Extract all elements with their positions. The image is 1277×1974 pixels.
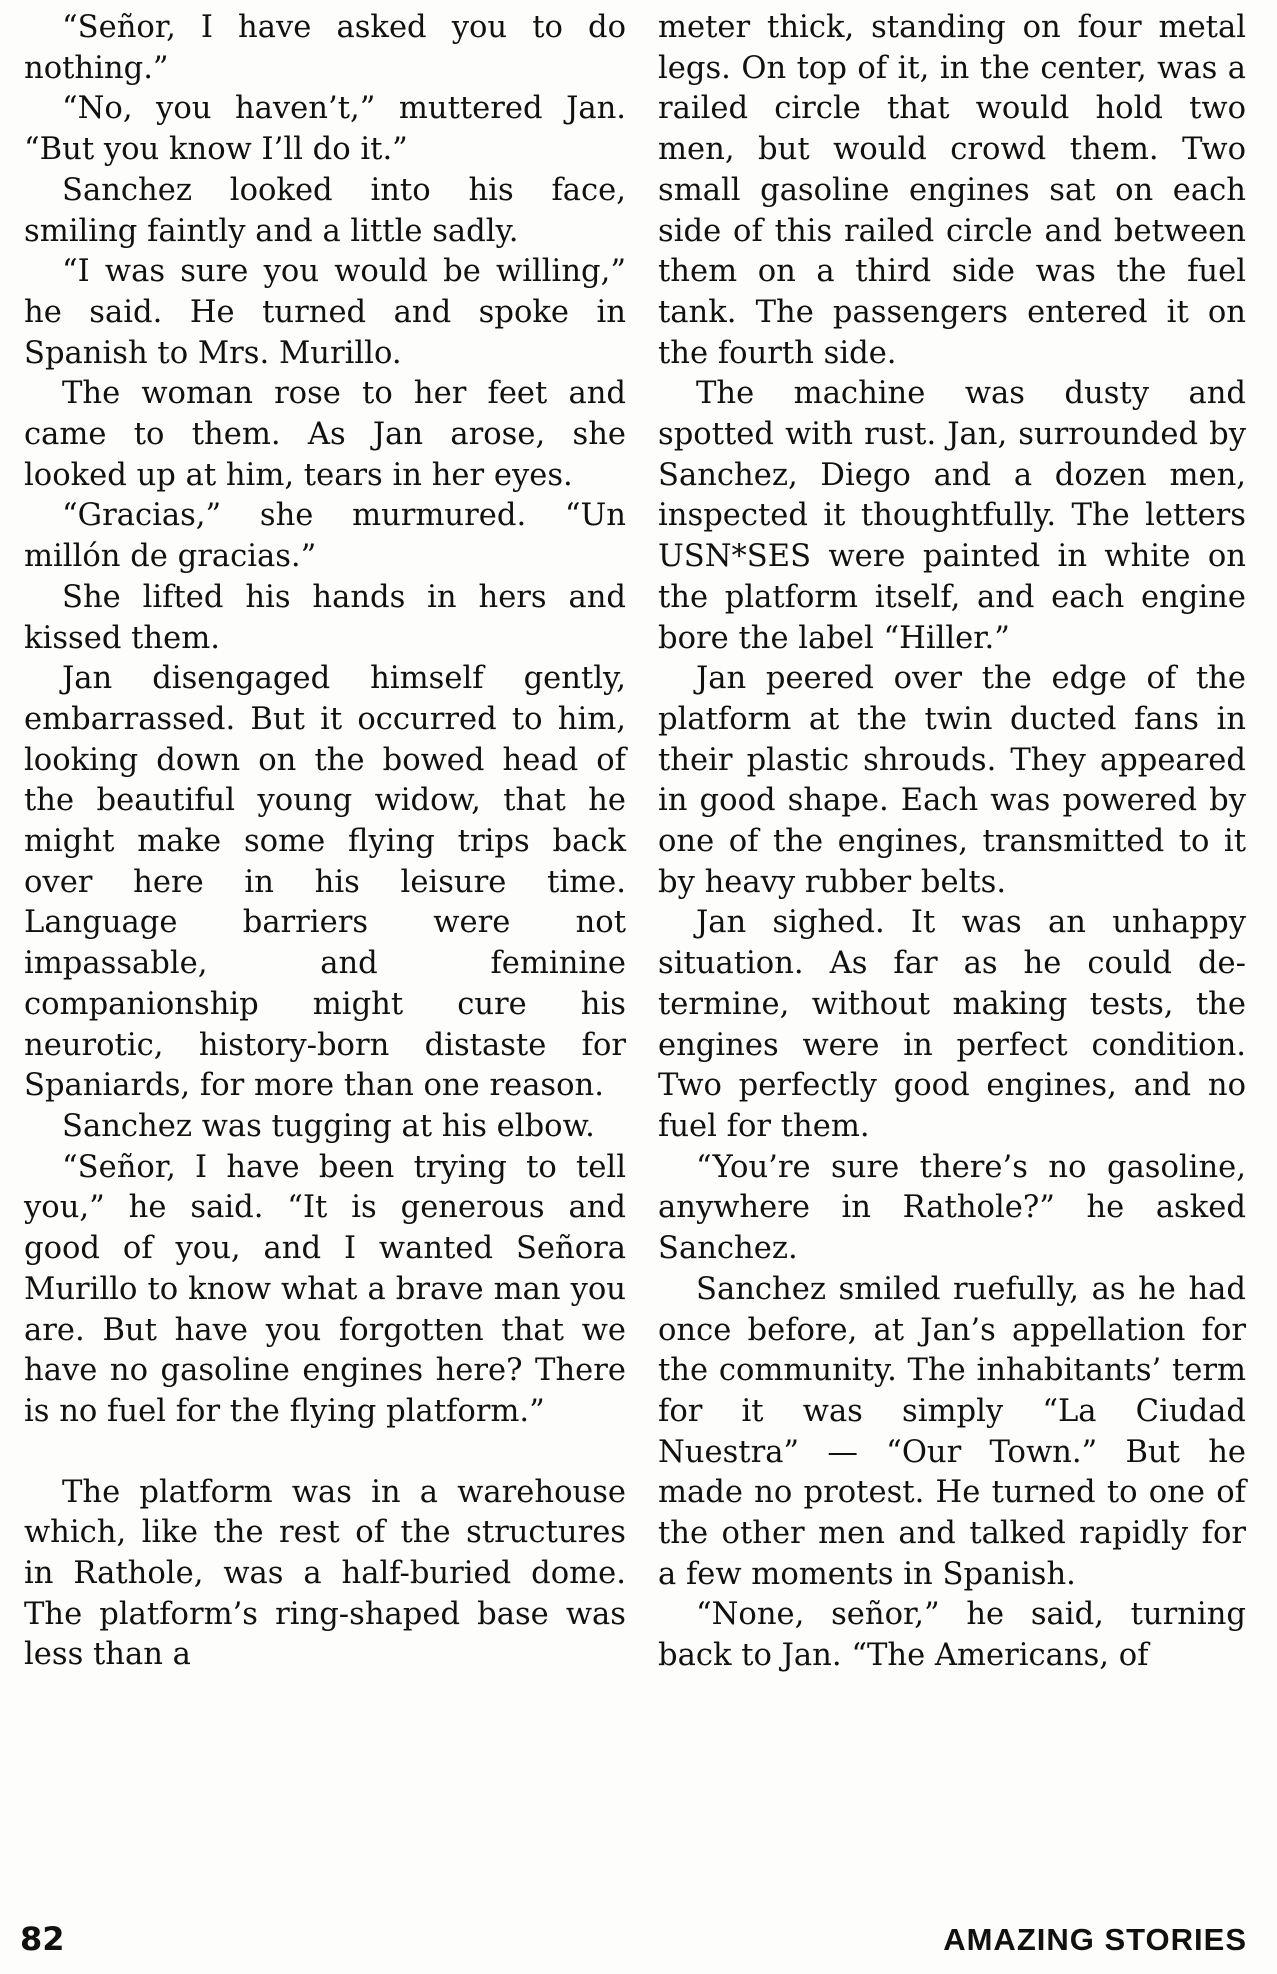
paragraph: “Señor, I have asked you to do nothing.” xyxy=(24,10,626,86)
paragraph: “No, you haven’t,” muttered Jan. “But you know I’ll do it.” xyxy=(24,91,626,168)
paragraph: Jan disengaged himself gently, embarrassed. But it occurred to him, looking down on the bowed head of the beautiful young widow, that he might make some flying trips back over here in his leisure time. Language barriers were not impassable, and feminine companionship might cure his neurotic, history-born distaste for Spaniards, for more than one reason. xyxy=(24,661,626,1104)
right-text-column xyxy=(658,8,1246,1677)
paragraph: meter thick, standing on four metal legs. On top of it, in the center, was a railed circle that would hold two men, but would crowd them. Two small gasoline engines sat on each side of this railed circle and between them on a third side was the fuel tank. The passengers entered it on the fourth side. xyxy=(658,10,1246,371)
paragraph: Jan sighed. It was an unhappy situation. As far as he could determine, without making tests, the engines were in perfect condition. Two perfectly good engines, and no fuel for them. xyxy=(658,905,1246,1144)
paragraph: The platform was in a warehouse which, like the rest of the structures in Rathole, was a half-buried dome. The platform’s ring-shaped base was less than a xyxy=(24,1474,626,1673)
page-number: 82 xyxy=(20,1920,65,1958)
paragraph: “Señor, I have been trying to tell you,” he said. “It is generous and good of you, and I wanted Señora Murillo to know what a brave man you are. But have you forgotten that we have no gasoline engines here? There is no fuel for the flying platform.” xyxy=(24,1149,626,1429)
paragraph: The woman rose to her feet and came to them. As Jan arose, she looked up at him, tears in her eyes. xyxy=(24,376,626,493)
paragraph: The machine was dusty and spotted with rust. Jan, surrounded by Sanchez, Diego and a dozen men, inspected it thoughtfully. The letters USN*SES were painted in white on the platform itself, and each engine bore the label “Hiller.” xyxy=(658,376,1246,656)
paragraph: Sanchez looked into his face, smiling faintly and a little sadly. xyxy=(24,172,626,249)
paragraph: “I was sure you would be willing,” he said. He turned and spoke in Spanish to Mrs. Murillo. xyxy=(24,254,626,371)
paragraph: “You’re sure there’s no gasoline, anywhere in Rathole?” he asked Sanchez. xyxy=(658,1149,1246,1267)
paragraph: “None, señor,” he said, turning back to Jan. “The Americans, of xyxy=(658,1597,1246,1674)
left-text-column xyxy=(24,8,626,1676)
paragraph: Sanchez was tugging at his elbow. xyxy=(62,1108,595,1144)
paragraph: Jan peered over the edge of the platform at the twin ducted fans in their plastic shrouds. They appeared in good shape. Each was powered by one of the engines, transmitted to it by heavy rubber belts. xyxy=(658,661,1246,900)
paragraph: “Gracias,” she murmured. “Un millón de gracias.” xyxy=(24,498,626,575)
magazine-title: AMAZING STORIES xyxy=(943,1922,1247,1957)
paragraph: She lifted his hands in hers and kissed them. xyxy=(24,579,626,656)
paragraph: Sanchez smiled ruefully, as he had once before, at Jan’s appellation for the community. The inhabitants’ term for it was simply “La Ciudad Nuestra” — “Our Town.” But he made no protest. He turned to one of the other men and talked rapidly for a few moments in Spanish. xyxy=(658,1271,1246,1592)
